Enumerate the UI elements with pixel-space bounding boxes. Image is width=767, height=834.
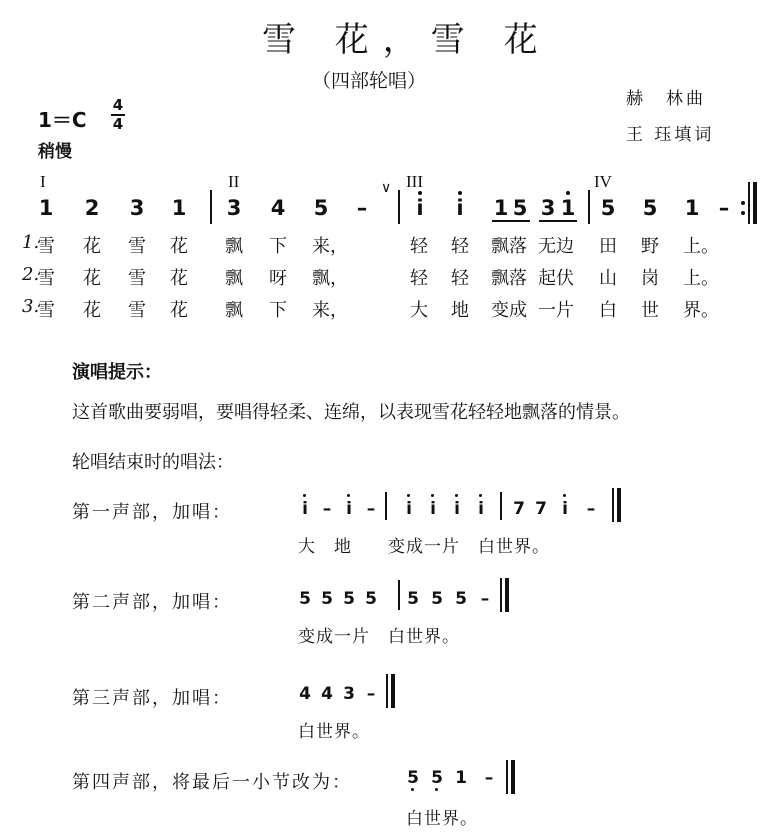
lyric-word: 雪	[128, 236, 146, 257]
repeat-dot	[741, 201, 745, 205]
final-barline	[617, 488, 621, 522]
lyric-word: 上。	[683, 236, 719, 257]
lyric-word: 飘	[225, 300, 243, 321]
melody-note: 1	[38, 196, 54, 220]
high-octave-dot	[566, 191, 570, 195]
lyric-word: 下	[269, 236, 287, 257]
ending-note: 5	[343, 589, 355, 609]
lyric-word: 花	[170, 268, 188, 289]
ending-dash: –	[366, 499, 376, 519]
barline	[748, 182, 750, 224]
lyric-word: 雪	[37, 268, 55, 289]
ending-note: i	[454, 499, 460, 519]
ending-note: i	[302, 499, 308, 519]
melody-note: 5	[313, 196, 329, 220]
part-entry-iv: IV	[594, 172, 612, 191]
lyric-word: 飘落	[491, 236, 527, 257]
lyric-word: 世	[641, 300, 659, 321]
part-label: 第四声部，将最后一小节改为：	[72, 772, 352, 793]
melody-note: 5	[642, 196, 658, 220]
melody-note: 3	[129, 196, 145, 220]
hint-text: 这首歌曲要弱唱，要唱得轻柔、连绵，以表现雪花轻轻地飘落的情景。	[72, 402, 630, 423]
melody-note: 5	[512, 196, 528, 220]
melody-note: 3	[226, 196, 242, 220]
part-label: 第二声部，加唱：	[72, 592, 232, 613]
eighth-underline	[492, 220, 530, 222]
lyric-word: 山	[599, 268, 617, 289]
final-barline	[391, 674, 395, 708]
part-label: 第一声部，加唱：	[72, 502, 232, 523]
high-octave-dot	[418, 191, 422, 195]
lyric-word: 花	[170, 236, 188, 257]
lyric-word: 轻	[410, 236, 428, 257]
high-octave-dot	[303, 494, 306, 497]
high-octave-dot	[455, 494, 458, 497]
key-signature: 1＝C	[38, 108, 87, 132]
lyric-word: 花	[83, 300, 101, 321]
lyric-word: 轻	[410, 268, 428, 289]
lyric-word: 田	[599, 236, 617, 257]
melody-note: 2	[84, 196, 100, 220]
barline	[398, 580, 400, 610]
high-octave-dot	[347, 494, 350, 497]
ending-note: 5	[407, 768, 419, 788]
ending-note: i	[478, 499, 484, 519]
lyric-word: 变成	[491, 300, 527, 321]
high-octave-dot	[458, 191, 462, 195]
breath-mark: ∨	[381, 180, 392, 196]
final-barline	[753, 182, 757, 224]
high-octave-dot	[563, 494, 566, 497]
eighth-underline	[539, 220, 577, 222]
melody-note: 1	[684, 196, 700, 220]
barline	[386, 674, 388, 708]
low-octave-dot	[411, 788, 414, 791]
hint-title: 演唱提示：	[72, 362, 162, 383]
barline	[500, 492, 502, 520]
high-octave-dot	[479, 494, 482, 497]
melody-note: i	[416, 196, 424, 220]
barline	[612, 488, 614, 522]
melody-note: 1	[560, 196, 576, 220]
ending-note: i	[406, 499, 412, 519]
verse-number: 3.	[22, 296, 40, 317]
lyric-word: 雪	[128, 300, 146, 321]
low-octave-dot	[435, 788, 438, 791]
ending-dash: –	[586, 499, 596, 519]
ending-dash: –	[366, 684, 376, 704]
lyric-word: 白	[599, 300, 617, 321]
song-subtitle: （四部轮唱）	[312, 70, 427, 92]
part-entry-i: I	[40, 172, 46, 191]
ending-title: 轮唱结束时的唱法：	[72, 452, 234, 473]
lyric-word: 来，	[312, 236, 348, 257]
ending-note: 3	[343, 684, 355, 704]
final-barline	[505, 578, 509, 612]
ending-dash: –	[322, 499, 332, 519]
barline	[385, 492, 387, 520]
time-bottom: 4	[112, 115, 124, 133]
ending-note: 5	[299, 589, 311, 609]
ending-note: i	[562, 499, 568, 519]
ending-note: 7	[513, 499, 525, 519]
ending-dash: –	[484, 768, 494, 788]
ending-note: 5	[455, 589, 467, 609]
lyric-word: 飘，	[312, 268, 348, 289]
time-signature	[111, 98, 125, 132]
tempo-marking: 稍慢	[38, 142, 72, 162]
lyric-word: 野	[641, 236, 659, 257]
ending-lyric: 白世界。	[298, 722, 370, 742]
lyric-word: 雪	[37, 300, 55, 321]
ending-note: i	[430, 499, 436, 519]
lyric-word: 起伏	[538, 268, 574, 289]
ending-note: 1	[455, 768, 467, 788]
lyric-word: 呀	[269, 268, 287, 289]
lyric-word: 轻	[451, 268, 469, 289]
final-barline	[511, 760, 515, 794]
ending-lyric: 大 地 变成一片 白世界。	[298, 537, 550, 557]
time-top: 4	[112, 96, 124, 114]
melody-note: 4	[270, 196, 286, 220]
ending-note: 5	[321, 589, 333, 609]
lyric-word: 飘落	[491, 268, 527, 289]
lyric-word: 无边	[538, 236, 574, 257]
ending-lyric: 变成一片 白世界。	[298, 627, 460, 647]
ending-note: 5	[431, 589, 443, 609]
ending-note: 5	[407, 589, 419, 609]
lyric-word: 雪	[37, 236, 55, 257]
lyric-word: 大	[410, 300, 428, 321]
lyric-word: 下	[269, 300, 287, 321]
ending-note: i	[346, 499, 352, 519]
lyric-word: 来，	[312, 300, 348, 321]
lyric-word: 一片	[538, 300, 574, 321]
part-entry-ii: II	[228, 172, 240, 191]
verse-number: 2.	[22, 264, 40, 285]
lyric-word: 花	[170, 300, 188, 321]
high-octave-dot	[431, 494, 434, 497]
repeat-dot	[741, 211, 745, 215]
lyric-word: 地	[451, 300, 469, 321]
lyric-word: 雪	[128, 268, 146, 289]
melody-note: 3	[540, 196, 556, 220]
melody-note: i	[456, 196, 464, 220]
ending-note: 7	[535, 499, 547, 519]
part-label: 第三声部，加唱：	[72, 688, 232, 709]
ending-dash: –	[480, 589, 490, 609]
lyric-word: 飘	[225, 236, 243, 257]
ending-lyric: 白世界。	[406, 809, 478, 829]
barline	[210, 190, 212, 224]
lyric-word: 轻	[451, 236, 469, 257]
melody-dash: –	[718, 196, 730, 220]
melody-note: 1	[171, 196, 187, 220]
ending-note: 5	[431, 768, 443, 788]
barline	[588, 190, 590, 224]
melody-note: 1	[493, 196, 509, 220]
barline	[506, 760, 508, 794]
lyric-word: 花	[83, 236, 101, 257]
melody-dash: –	[356, 196, 368, 220]
barline	[398, 190, 400, 224]
ending-note: 4	[299, 684, 311, 704]
melody-note: 5	[600, 196, 616, 220]
lyric-word: 岗	[641, 268, 659, 289]
lyric-word: 界。	[683, 300, 719, 321]
ending-note: 4	[321, 684, 333, 704]
song-title: 雪 花，雪 花	[262, 20, 552, 60]
lyric-word: 飘	[225, 268, 243, 289]
barline	[500, 578, 502, 612]
lyric-word: 上。	[683, 268, 719, 289]
lyric-word: 花	[83, 268, 101, 289]
ending-note: 5	[365, 589, 377, 609]
lyricist-credit: 王 珏填词	[626, 125, 715, 145]
part-entry-iii: III	[406, 172, 423, 191]
verse-number: 1.	[22, 232, 40, 253]
high-octave-dot	[407, 494, 410, 497]
composer-credit: 赫 林曲	[626, 89, 706, 109]
